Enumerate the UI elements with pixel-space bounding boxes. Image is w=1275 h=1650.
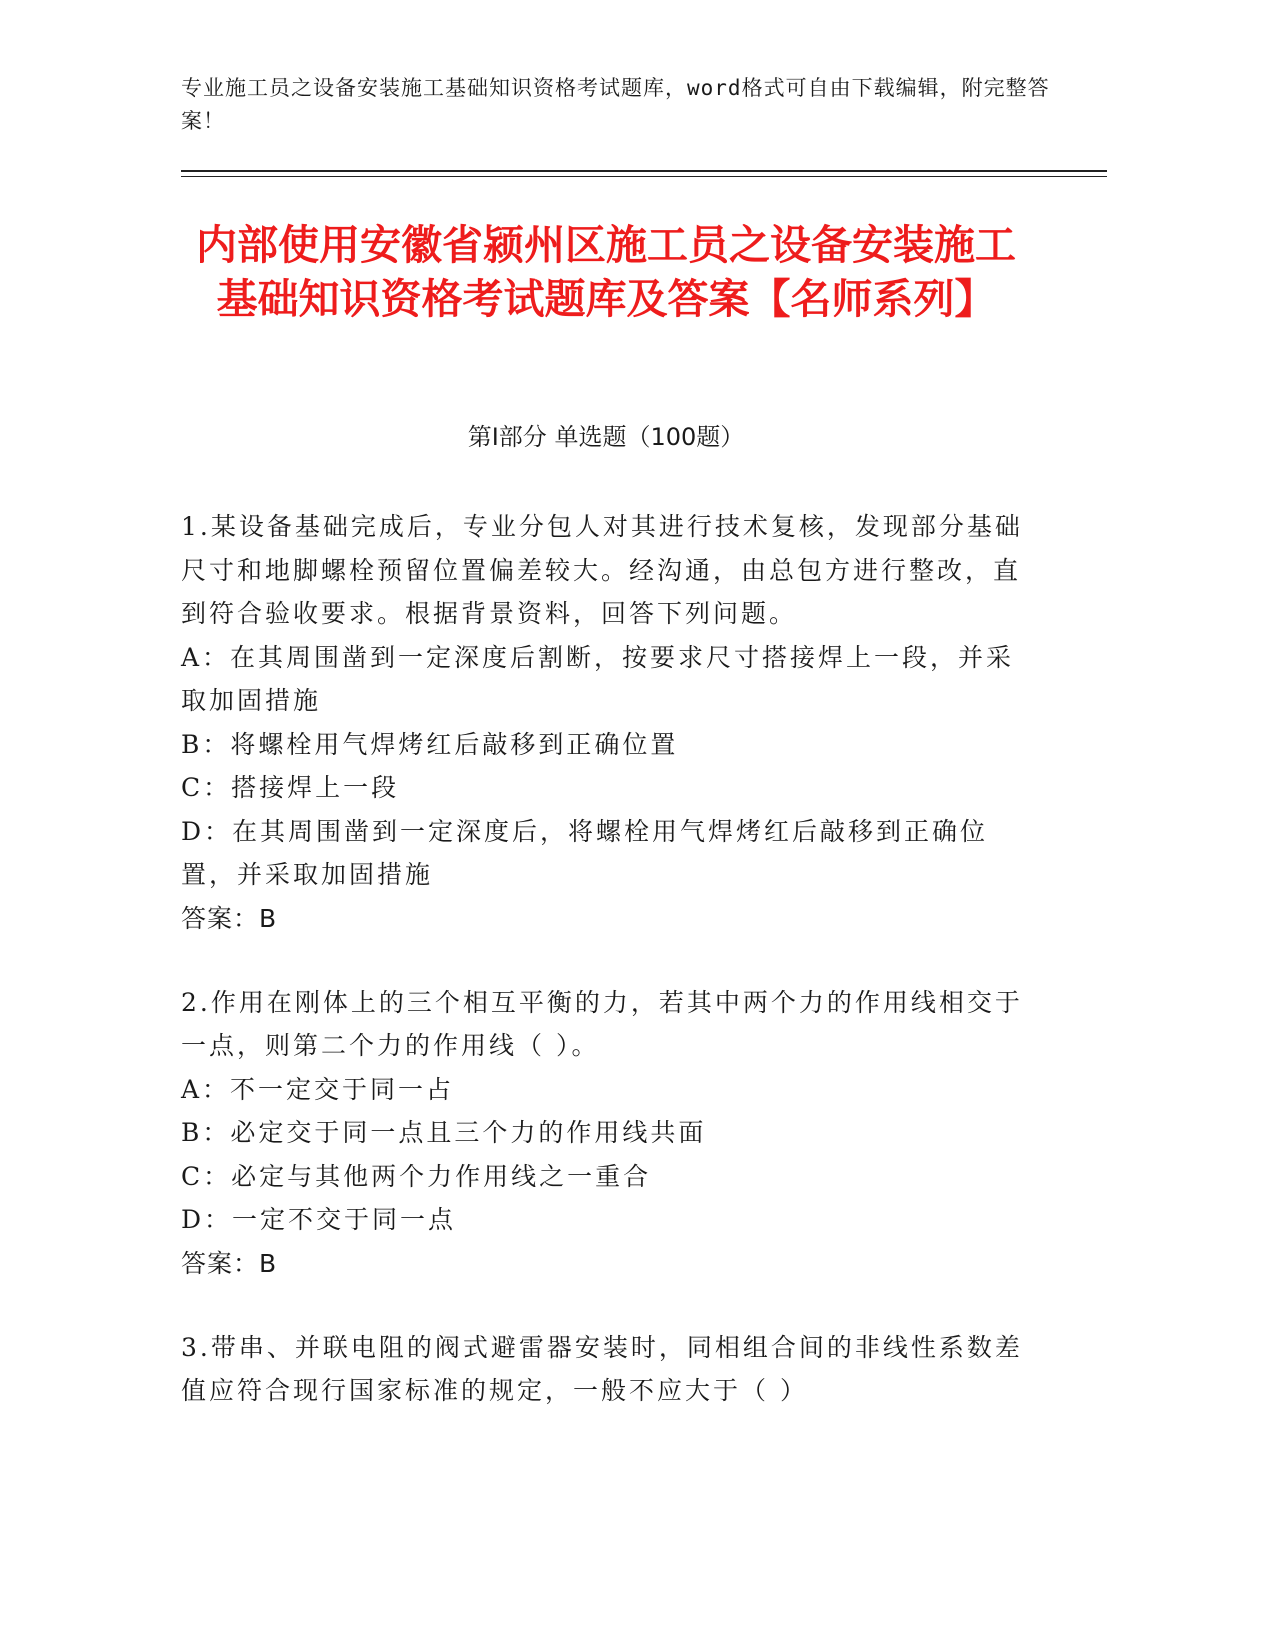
- answer-line: 答案：B: [181, 903, 278, 933]
- question-item: [181, 505, 1041, 941]
- option-a: A：在其周围凿到一定深度后割断，按要求尺寸搭接焊上一段，并采取加固措施: [181, 642, 1015, 715]
- option-b: B：将螺栓用气焊烤红后敲移到正确位置: [181, 729, 679, 759]
- header-rule-thick: [181, 170, 1107, 172]
- option-a: A：不一定交于同一占: [181, 1074, 455, 1104]
- question-item: [181, 1326, 1041, 1413]
- question-list: [181, 505, 1041, 1453]
- header-note: 专业施工员之设备安装施工基础知识资格考试题库，word格式可自由下载编辑，附完整答案！: [181, 76, 1050, 133]
- option-b: B：必定交于同一点且三个力的作用线共面: [181, 1118, 707, 1147]
- question-stem: 1.某设备基础完成后，专业分包人对其进行技术复核，发现部分基础尺寸和地脚螺栓预留位置偏差较大。经沟通，由总包方进行整改，直到符合验收要求。根据背景资料，回答下列问题。: [181, 512, 1023, 628]
- answer-line: 答案：B: [181, 1248, 278, 1278]
- option-d: D：一定不交于同一点: [181, 1205, 457, 1234]
- section-heading: 第I部分 单选题（100题）: [467, 423, 745, 451]
- question-stem: 3.带串、并联电阻的阀式避雷器安装时，同相组合间的非线性系数差值应符合现行国家标准的规定，一般不应大于（ ）: [181, 1332, 1023, 1405]
- option-c: C：必定与其他两个力作用线之一重合: [181, 1161, 652, 1191]
- option-d: D：在其周围凿到一定深度后，将螺栓用气焊烤红后敲移到正确位置，并采取加固措施: [181, 816, 989, 889]
- document-title: 内部使用安徽省颍州区施工员之设备安装施工基础知识资格考试题库及答案【名师系列】: [196, 221, 1016, 323]
- header-rule-thin: [181, 176, 1107, 177]
- option-c: C：搭接焊上一段: [181, 773, 400, 802]
- question-item: [181, 981, 1041, 1286]
- question-stem: 2.作用在刚体上的三个相互平衡的力，若其中两个力的作用线相交于一点，则第二个力的作用线（ ）。: [181, 987, 1023, 1060]
